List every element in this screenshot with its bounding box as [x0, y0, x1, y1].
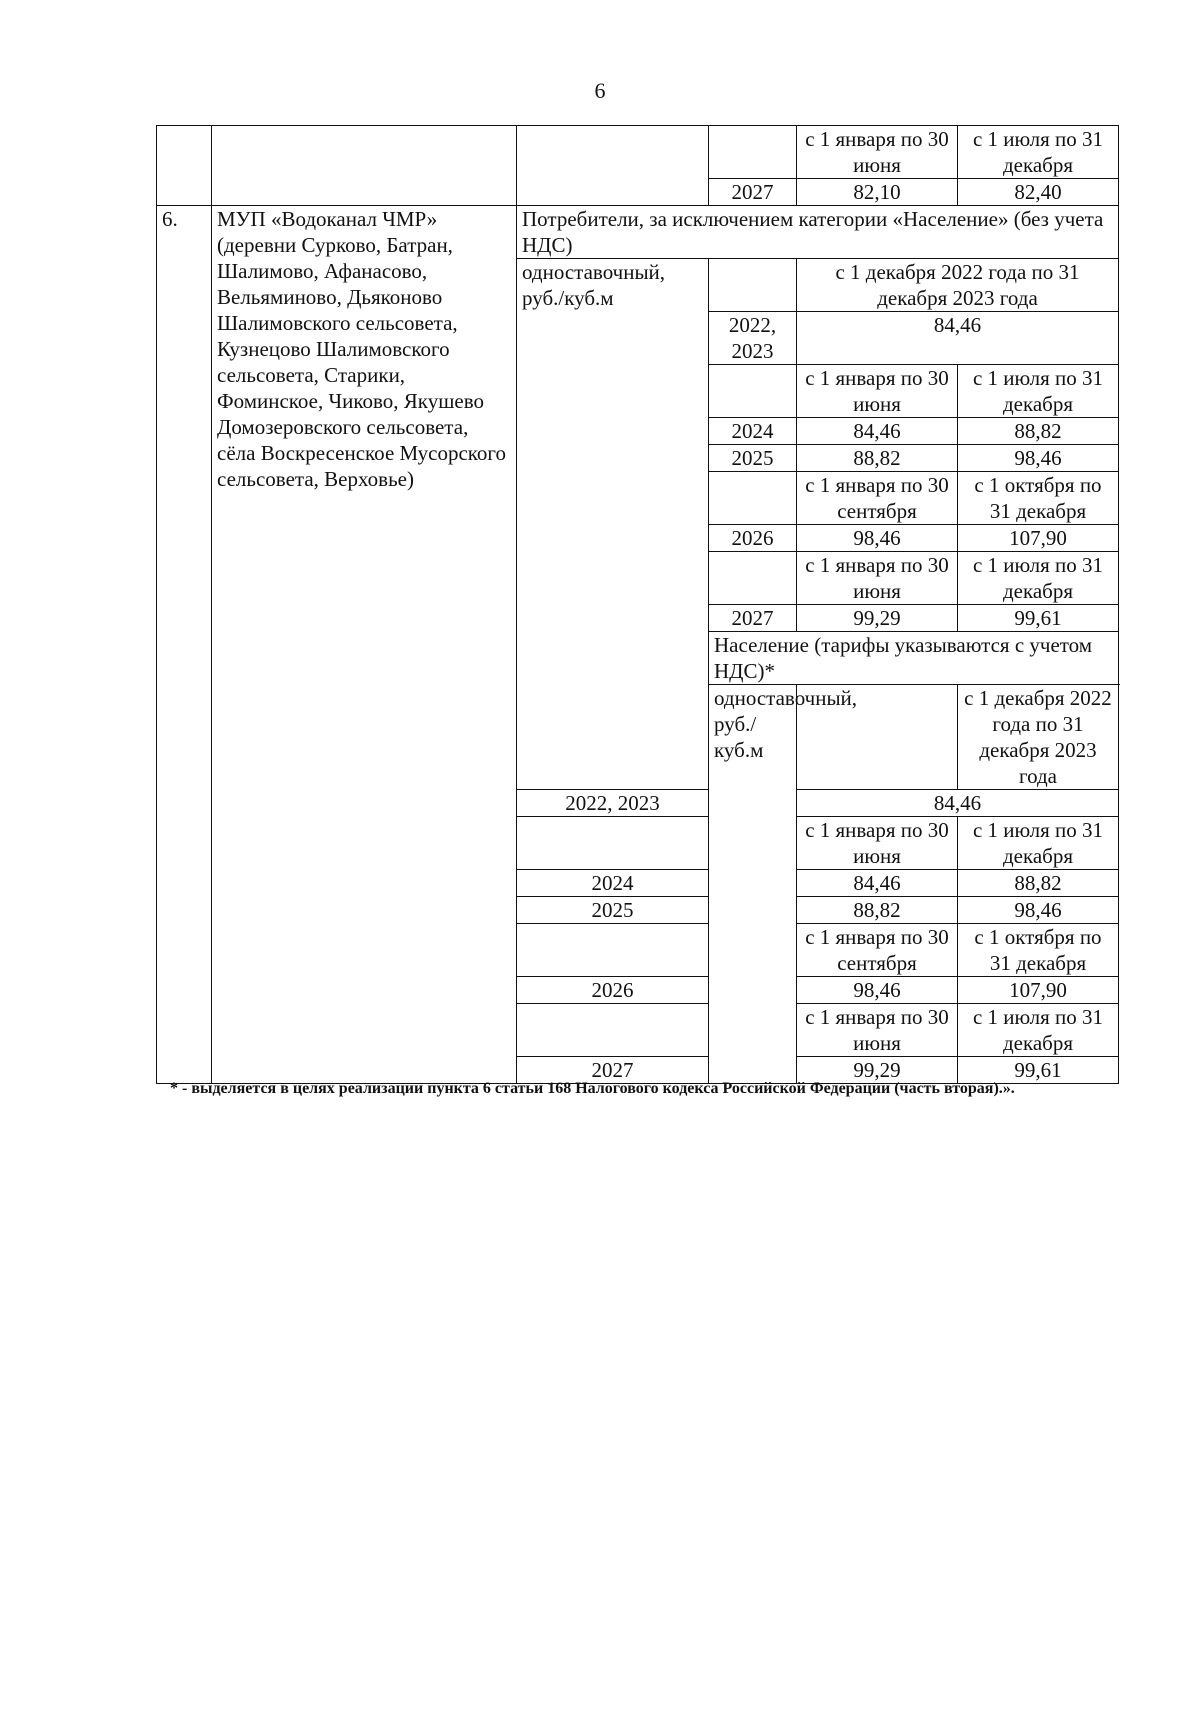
year-cell: 2024: [517, 870, 709, 897]
tariff-value: 88,82: [797, 897, 958, 924]
year-cell: 2027: [709, 605, 797, 632]
year-cell: 2027: [517, 1057, 709, 1084]
tariff-value: 99,61: [958, 1057, 1119, 1084]
tariff-value: 99,29: [797, 1057, 958, 1084]
tariff-value: 99,61: [958, 605, 1119, 632]
year-cell: 2022, 2023: [709, 312, 797, 365]
period-header: с 1 января по 30 июня: [797, 365, 958, 418]
tariff-value: 84,46: [797, 418, 958, 445]
tariff-value: 82,40: [958, 179, 1119, 206]
period-header: с 1 июля по 31 декабря: [958, 552, 1119, 605]
page-number: 6: [594, 78, 606, 103]
tariff-table: [156, 125, 1119, 1084]
period-header: с 1 января по 30 июня: [797, 817, 958, 870]
period-header: с 1 января по 30 июня: [797, 126, 958, 179]
table-row: [157, 126, 1119, 179]
period-header: с 1 декабря 2022 года по 31 декабря 2023 года: [958, 685, 1119, 790]
tariff-value: 88,82: [958, 418, 1119, 445]
footnote: * - выделяется в целях реализации пункта 6 статьи 168 Налогового кодекса Российской Федерации (часть вторая).».: [170, 1080, 1015, 1097]
year-cell: 2025: [709, 445, 797, 472]
year-cell: 2027: [709, 179, 797, 206]
tariff-value: 107,90: [958, 525, 1119, 552]
tariff-value: 84,46: [797, 790, 1119, 817]
tariff-value: 84,46: [797, 870, 958, 897]
year-cell: 2026: [709, 525, 797, 552]
tariff-value: 88,82: [958, 870, 1119, 897]
organization-name: МУП «Водоканал ЧМР» (деревни Сурково, Батран, Шалимово, Афанасово, Вельяминово, Дьяконово Шалимовского сельсовета, Кузнецово Шалимовского сельсовета, Старики, Фоминское, Чиково, Якушево Домозеровского сельсовета, сёла Воскресенское Мусорского сельсовета, Верховье): [212, 206, 517, 1084]
period-header: с 1 января по 30 сентября: [797, 924, 958, 977]
period-header: с 1 июля по 31 декабря: [958, 817, 1119, 870]
tariff-value: 107,90: [958, 977, 1119, 1004]
table-row: [157, 206, 1119, 259]
consumer-category: Потребители, за исключением категории «Население» (без учета НДС): [517, 206, 1119, 259]
year-cell: 2025: [517, 897, 709, 924]
period-header: с 1 июля по 31 декабря: [958, 365, 1119, 418]
tariff-value: 99,29: [797, 605, 958, 632]
year-cell: 2024: [709, 418, 797, 445]
tariff-value: 88,82: [797, 445, 958, 472]
period-header: с 1 июля по 31 декабря: [958, 1004, 1119, 1057]
period-header: с 1 января по 30 июня: [797, 1004, 958, 1057]
period-header: с 1 октября по 31 декабря: [958, 472, 1119, 525]
consumer-category: Население (тарифы указываются с учетом НДС)*: [709, 632, 1119, 685]
period-header: с 1 декабря 2022 года по 31 декабря 2023 года: [797, 259, 1119, 312]
tariff-value: 98,46: [958, 897, 1119, 924]
tariff-value: 82,10: [797, 179, 958, 206]
period-header: с 1 января по 30 сентября: [797, 472, 958, 525]
tariff-type: одноставочный, руб./куб.м: [517, 259, 709, 790]
tariff-value: 84,46: [797, 312, 1119, 365]
tariff-value: 98,46: [797, 977, 958, 1004]
period-header: с 1 октября по 31 декабря: [958, 924, 1119, 977]
period-header: с 1 июля по 31 декабря: [958, 126, 1119, 179]
tariff-value: 98,46: [958, 445, 1119, 472]
year-cell: 2022, 2023: [517, 790, 709, 817]
row-number: 6.: [157, 206, 212, 1084]
year-cell: 2026: [517, 977, 709, 1004]
tariff-value: 98,46: [797, 525, 958, 552]
period-header: с 1 января по 30 июня: [797, 552, 958, 605]
tariff-type: одноставочный, руб./куб.м: [709, 685, 797, 1084]
